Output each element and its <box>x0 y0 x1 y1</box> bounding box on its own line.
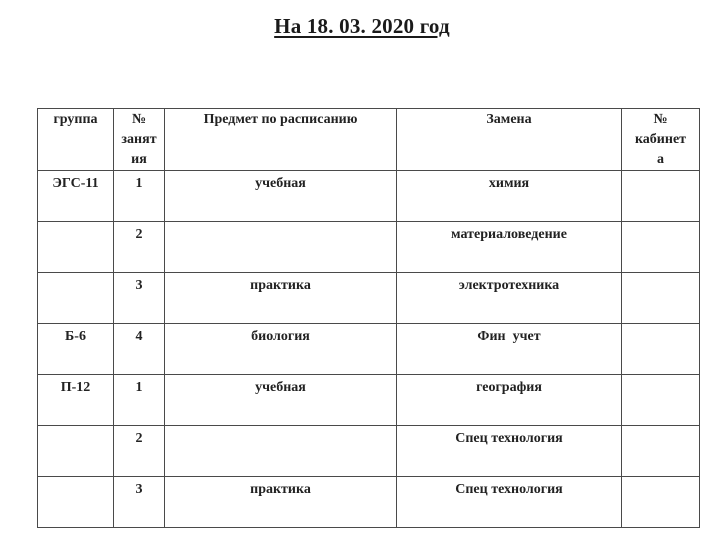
table-row <box>38 324 700 375</box>
cell-replacement: Спец технология <box>397 426 622 477</box>
cell-room <box>622 273 700 324</box>
header-lesson-number-line-1: № <box>131 112 147 127</box>
header-room <box>622 109 700 171</box>
cell-room <box>622 426 700 477</box>
cell-room <box>622 222 700 273</box>
cell-scheduled-subject: практика <box>165 273 397 324</box>
header-room-line-2: кабинет <box>634 132 687 147</box>
header-lesson-number <box>114 109 165 171</box>
cell-group <box>38 426 114 477</box>
table-row <box>38 171 700 222</box>
table-row <box>38 273 700 324</box>
cell-replacement: география <box>397 375 622 426</box>
cell-lesson-number: 3 <box>114 477 165 528</box>
cell-room <box>622 171 700 222</box>
cell-group <box>38 222 114 273</box>
cell-room <box>622 375 700 426</box>
cell-lesson-number: 1 <box>114 171 165 222</box>
cell-lesson-number: 3 <box>114 273 165 324</box>
cell-lesson-number: 4 <box>114 324 165 375</box>
cell-replacement: материаловедение <box>397 222 622 273</box>
cell-scheduled-subject <box>165 426 397 477</box>
table-row <box>38 222 700 273</box>
table-row <box>38 426 700 477</box>
header-lesson-number-line-2: занят <box>121 132 157 147</box>
cell-room <box>622 324 700 375</box>
header-room-line-1: № <box>653 112 668 127</box>
header-group: группа <box>38 109 114 171</box>
cell-scheduled-subject: практика <box>165 477 397 528</box>
table-row <box>38 477 700 528</box>
document-title-text: На 18. 03. 2020 год <box>274 14 450 38</box>
cell-replacement: Фин учет <box>397 324 622 375</box>
cell-lesson-number: 1 <box>114 375 165 426</box>
cell-replacement: Спец технология <box>397 477 622 528</box>
replacement-schedule-table <box>37 108 700 528</box>
cell-scheduled-subject: учебная <box>165 375 397 426</box>
table-row <box>38 375 700 426</box>
header-room-line-3: а <box>657 152 664 167</box>
cell-group <box>38 477 114 528</box>
table-header-row <box>38 109 700 171</box>
cell-scheduled-subject: учебная <box>165 171 397 222</box>
header-scheduled-subject: Предмет по расписанию <box>165 109 397 171</box>
cell-group: ЭГС-11 <box>38 171 114 222</box>
header-replacement: Замена <box>397 109 622 171</box>
cell-room <box>622 477 700 528</box>
document-title <box>0 14 724 39</box>
header-lesson-number-line-3: ия <box>131 152 147 167</box>
cell-scheduled-subject: биология <box>165 324 397 375</box>
cell-lesson-number: 2 <box>114 222 165 273</box>
cell-lesson-number: 2 <box>114 426 165 477</box>
cell-replacement: химия <box>397 171 622 222</box>
cell-group <box>38 273 114 324</box>
cell-group: Б-6 <box>38 324 114 375</box>
cell-scheduled-subject <box>165 222 397 273</box>
cell-replacement: электротехника <box>397 273 622 324</box>
cell-group: П-12 <box>38 375 114 426</box>
